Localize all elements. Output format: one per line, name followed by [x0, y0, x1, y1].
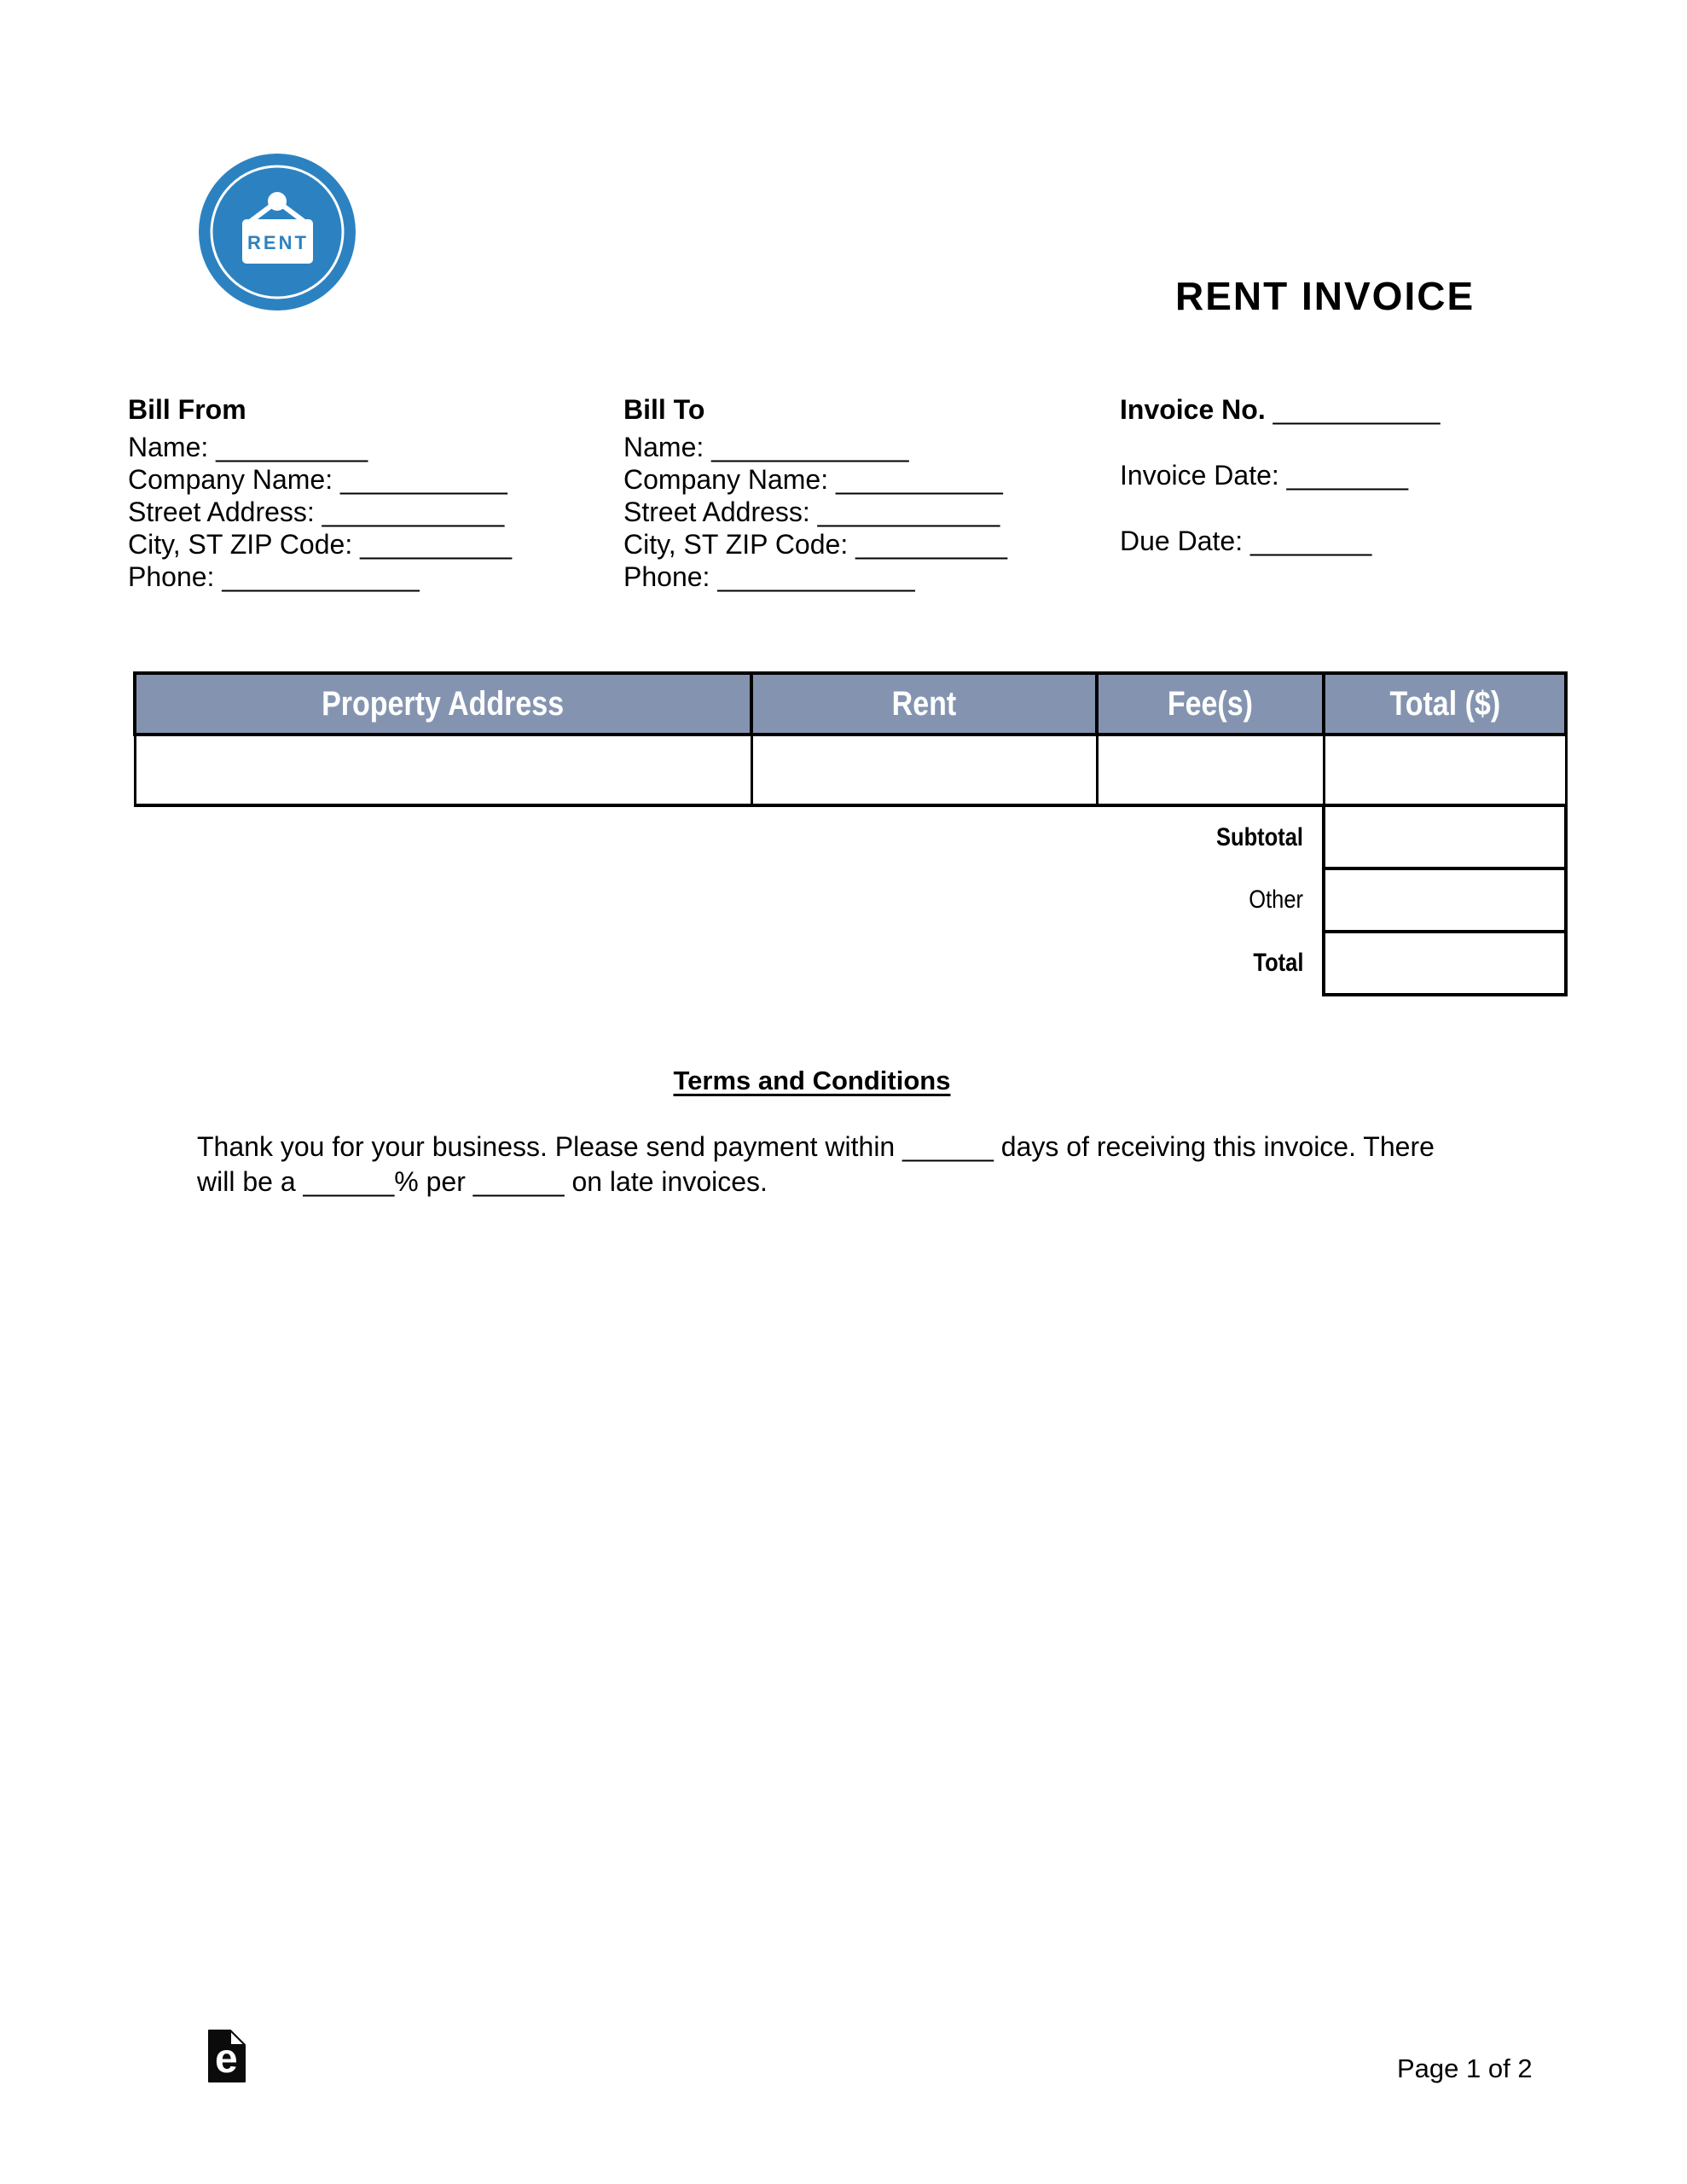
other-value-cell [1324, 868, 1566, 932]
terms-line-2: will be a ______% per ______ on late invoices. [197, 1166, 768, 1197]
invoice-date-field: Invoice Date: ________ [1120, 460, 1409, 491]
bill-to-section [623, 393, 1007, 593]
eforms-logo-icon [207, 2029, 246, 2083]
page-number: Page 1 of 2 [1397, 2053, 1533, 2083]
invoice-table [133, 671, 1568, 996]
bill-from-street-field: Street Address: ____________ [128, 497, 505, 527]
bill-to-name-field: Name: _____________ [623, 432, 909, 462]
fees-cell [1097, 735, 1324, 805]
invoice-number-field [1120, 393, 1440, 426]
total-row [135, 932, 1566, 995]
invoice-meta-section [1120, 393, 1440, 590]
invoice-number-label: Invoice No. [1120, 394, 1266, 425]
bill-from-company-field: Company Name: ___________ [128, 464, 507, 495]
bill-from-name-field: Name: __________ [128, 432, 368, 462]
invoice-number-blank: ___________ [1272, 394, 1441, 425]
total-value-cell [1324, 932, 1566, 995]
eforms-logo-svg [207, 2029, 246, 2083]
bill-from-city-field: City, ST ZIP Code: __________ [128, 529, 513, 560]
rent-cell [751, 735, 1097, 805]
bill-to-phone-field: Phone: _____________ [623, 561, 915, 592]
rent-sign-logo-svg [199, 154, 356, 311]
eforms-logo-letter: e [215, 2036, 238, 2082]
table-header-row [135, 673, 1566, 735]
subtotal-label: Subtotal [1216, 823, 1303, 851]
total-cell [1324, 735, 1566, 805]
property-address-cell [135, 735, 751, 805]
total-label: Total [1252, 949, 1303, 977]
subtotal-value-cell [1324, 805, 1566, 868]
bill-to-heading: Bill To [623, 394, 705, 425]
terms-heading: Terms and Conditions [673, 1066, 951, 1095]
terms-line-1: Thank you for your business. Please send payment within ______ days of receiving this invoice. There [197, 1131, 1435, 1162]
page-title: RENT INVOICE [1175, 274, 1475, 318]
bill-to-street-field: Street Address: ____________ [623, 497, 1000, 527]
column-header-rent: Rent [751, 673, 1097, 735]
table-row [135, 735, 1566, 805]
bill-from-section [128, 393, 512, 593]
subtotal-row [135, 805, 1566, 868]
column-header-total: Total ($) [1324, 673, 1566, 735]
other-label: Other [1249, 886, 1303, 914]
other-row [135, 868, 1566, 932]
bill-from-heading: Bill From [128, 394, 246, 425]
bill-from-phone-field: Phone: _____________ [128, 561, 420, 592]
terms-paragraph [197, 1130, 1435, 1199]
due-date-field: Due Date: ________ [1120, 526, 1372, 556]
column-header-fees: Fee(s) [1097, 673, 1324, 735]
column-header-property-address: Property Address [135, 673, 751, 735]
logo-sign-text: RENT [247, 232, 309, 253]
bill-to-city-field: City, ST ZIP Code: __________ [623, 529, 1008, 560]
rent-sign-logo-icon [199, 154, 356, 311]
bill-to-company-field: Company Name: ___________ [623, 464, 1003, 495]
